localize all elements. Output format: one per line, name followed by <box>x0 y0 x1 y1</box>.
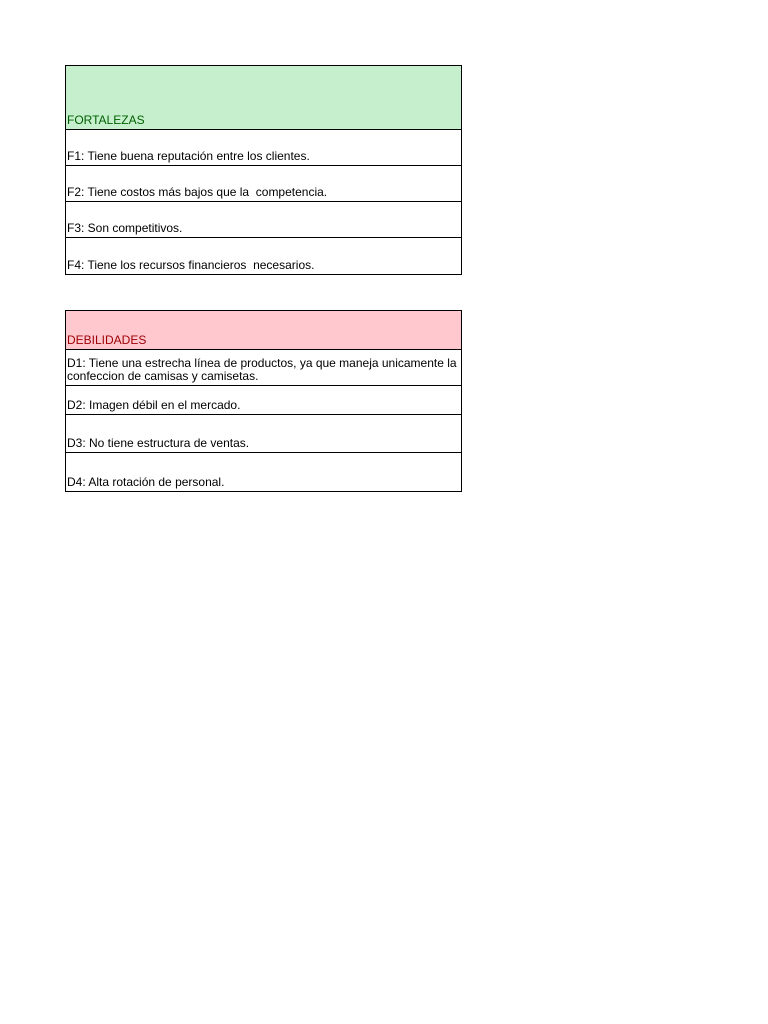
weakness-row-d2 <box>66 386 461 415</box>
strength-item-f2: F2: Tiene costos más bajos que la competencia. <box>67 185 328 199</box>
weaknesses-table <box>65 310 462 492</box>
weakness-item-d2: D2: Imagen débil en el mercado. <box>67 398 241 412</box>
strength-item-f3: F3: Son competitivos. <box>67 221 183 235</box>
weakness-item-d3: D3: No tiene estructura de ventas. <box>67 436 250 450</box>
weakness-item-d1: D1: Tiene una estrecha línea de productos, ya que maneja unicamente la confeccion de camisas y camisetas. <box>67 356 460 383</box>
weakness-row-d3 <box>66 415 461 453</box>
strength-item-f1: F1: Tiene buena reputación entre los clientes. <box>67 149 310 163</box>
strengths-title: FORTALEZAS <box>67 113 145 127</box>
weakness-row-d1 <box>66 350 461 386</box>
strengths-table <box>65 65 462 275</box>
strength-row-f4 <box>66 238 461 274</box>
strengths-header <box>66 66 461 130</box>
strength-row-f2 <box>66 166 461 202</box>
weaknesses-title: DEBILIDADES <box>67 333 147 347</box>
weakness-row-d4 <box>66 453 461 491</box>
strength-row-f1 <box>66 130 461 166</box>
weakness-item-d4: D4: Alta rotación de personal. <box>67 475 225 489</box>
weaknesses-header <box>66 311 461 350</box>
strength-item-f4: F4: Tiene los recursos financieros necesarios. <box>67 258 315 272</box>
strength-row-f3 <box>66 202 461 238</box>
